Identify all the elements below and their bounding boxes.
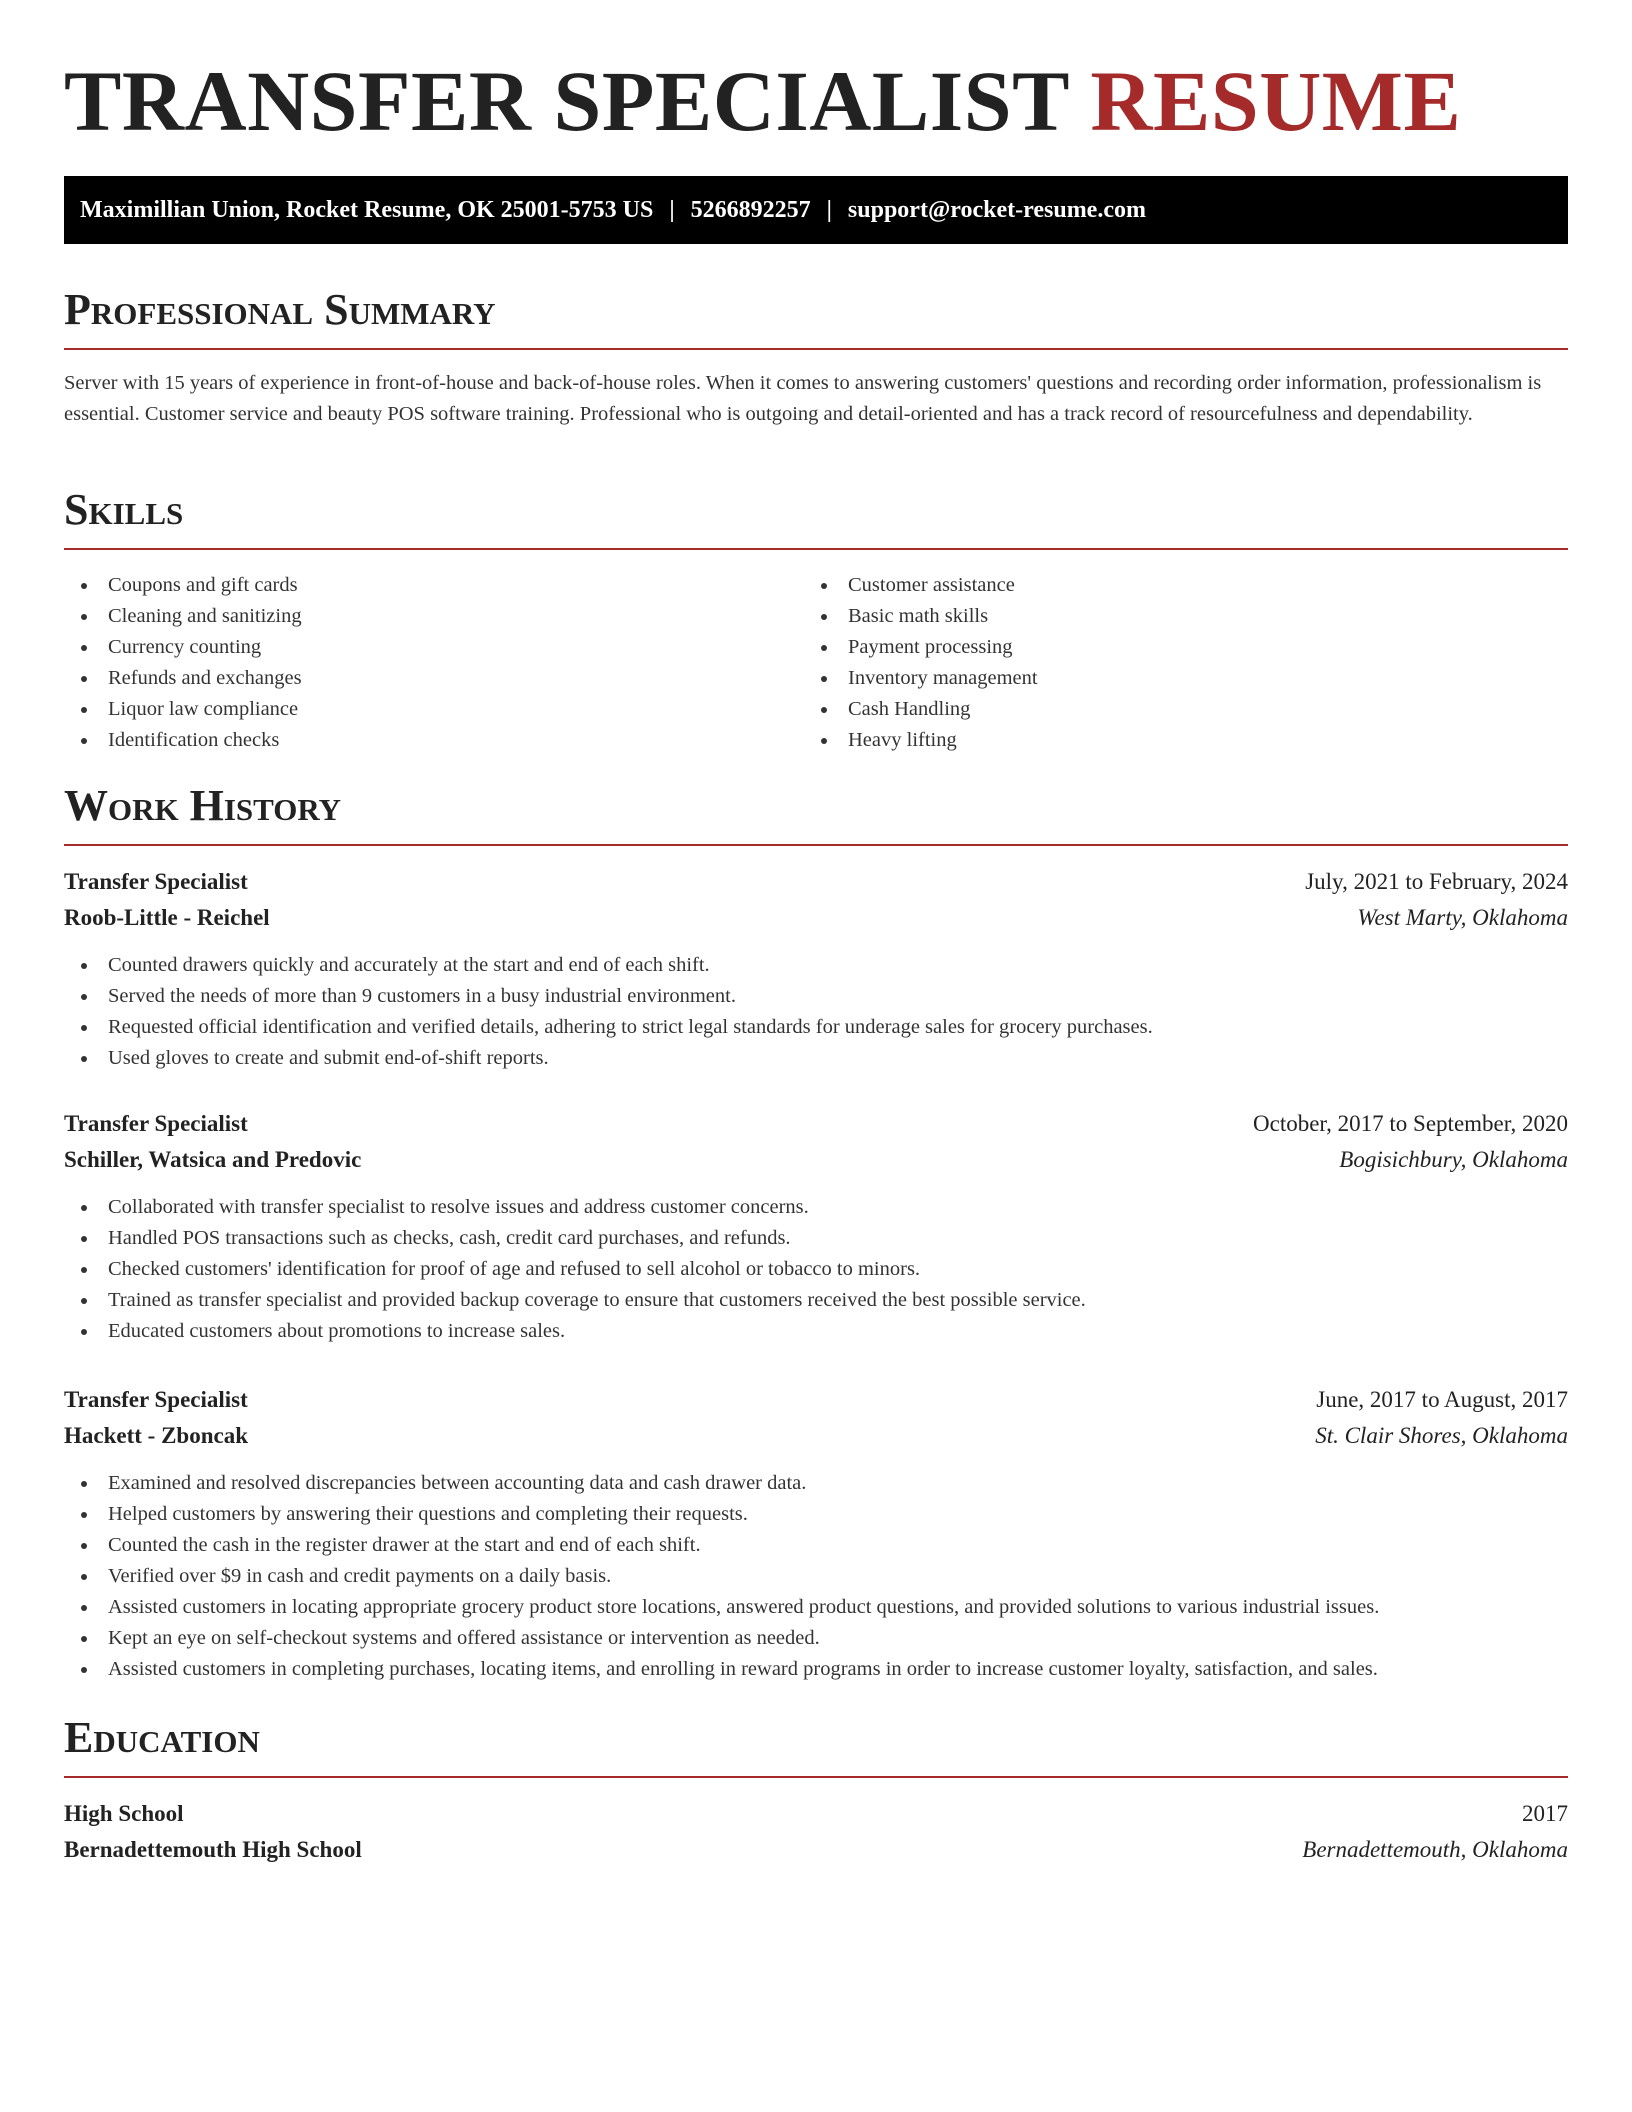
summary-heading: Professional Summary [64,286,1568,350]
title-accent: RESUME [1090,53,1462,149]
job-company: Hackett - Zboncak [64,1423,248,1448]
skill-item: Inventory management [804,663,1544,694]
contact-address: Maximillian Union, Rocket Resume, OK 25001-5753 US [80,196,654,223]
skill-item: Cash Handling [804,694,1544,725]
duty-item: Handled POS transactions such as checks, cash, credit card purchases, and refunds. [64,1223,1568,1254]
job-duties [64,950,1568,1074]
duty-item: Assisted customers in completing purchases, locating items, and enrolling in reward programs in order to increase customer loyalty, satisfaction, and sales. [64,1654,1568,1685]
skills-list [64,570,1568,756]
contact-email: support@rocket-resume.com [847,196,1146,223]
job-title: Transfer Specialist [64,1387,248,1412]
job-duties [64,1192,1568,1347]
work-history-heading: Work History [64,782,1568,846]
contact-separator: | [826,196,832,223]
job-entry [64,1382,1568,1685]
duty-item: Trained as transfer specialist and provided backup coverage to ensure that customers received the best possible service. [64,1285,1568,1316]
job-title: Transfer Specialist [64,1111,248,1136]
duty-item: Counted drawers quickly and accurately at the start and end of each shift. [64,950,1568,981]
duty-item: Examined and resolved discrepancies between accounting data and cash drawer data. [64,1468,1568,1499]
skill-item: Payment processing [804,632,1544,663]
skill-item: Basic math skills [804,601,1544,632]
education-heading: Education [64,1714,1568,1778]
contact-separator: | [669,196,675,223]
duty-item: Verified over $9 in cash and credit payments on a daily basis. [64,1561,1568,1592]
skill-item: Heavy lifting [804,725,1544,756]
education-year: 2017 [1522,1801,1568,1826]
summary-text: Server with 15 years of experience in front-of-house and back-of-house roles. When it comes to answering customers' questions and recording order information, professionalism is essential. Customer service and beauty POS software training. Professional who is outgoing and detail-oriented and has a track record of resourcefulness and dependability. [64,372,1542,425]
duty-item: Assisted customers in locating appropriate grocery product store locations, answered product questions, and provided solutions to various industrial issues. [64,1592,1568,1623]
skills-column-left [64,570,804,756]
duty-item: Counted the cash in the register drawer at the start and end of each shift. [64,1530,1568,1561]
job-location: Bogisichbury, Oklahoma [1339,1147,1568,1172]
skill-item: Liquor law compliance [64,694,804,725]
contact-phone: 5266892257 [690,196,811,223]
job-dates: June, 2017 to August, 2017 [1316,1387,1568,1412]
contact-bar [64,176,1568,244]
skill-item: Refunds and exchanges [64,663,804,694]
duty-item: Collaborated with transfer specialist to resolve issues and address customer concerns. [64,1192,1568,1223]
education-location: Bernadettemouth, Oklahoma [1302,1837,1568,1862]
education-entry [64,1796,1568,1868]
job-location: St. Clair Shores, Oklahoma [1315,1423,1568,1448]
job-entry [64,864,1568,1074]
resume-title [64,50,1461,153]
skill-item: Cleaning and sanitizing [64,601,804,632]
skill-item: Coupons and gift cards [64,570,804,601]
skills-heading: Skills [64,486,1568,550]
duty-item: Educated customers about promotions to increase sales. [64,1316,1568,1347]
title-main: TRANSFER SPECIALIST [64,53,1069,149]
duty-item: Served the needs of more than 9 customers in a busy industrial environment. [64,981,1568,1012]
job-company: Schiller, Watsica and Predovic [64,1147,362,1172]
education-degree: High School [64,1801,184,1826]
duty-item: Checked customers' identification for proof of age and refused to sell alcohol or tobacco to minors. [64,1254,1568,1285]
skill-item: Customer assistance [804,570,1544,601]
duty-item: Helped customers by answering their questions and completing their requests. [64,1499,1568,1530]
job-title: Transfer Specialist [64,869,248,894]
duty-item: Requested official identification and verified details, adhering to strict legal standards for underage sales for grocery purchases. [64,1012,1568,1043]
job-entry [64,1106,1568,1347]
job-location: West Marty, Oklahoma [1357,905,1568,930]
job-dates: October, 2017 to September, 2020 [1253,1111,1568,1136]
skill-item: Currency counting [64,632,804,663]
education-school: Bernadettemouth High School [64,1837,362,1862]
job-dates: July, 2021 to February, 2024 [1305,869,1568,894]
job-duties [64,1468,1568,1685]
duty-item: Used gloves to create and submit end-of-shift reports. [64,1043,1568,1074]
skill-item: Identification checks [64,725,804,756]
skills-column-right [804,570,1544,756]
duty-item: Kept an eye on self-checkout systems and offered assistance or intervention as needed. [64,1623,1568,1654]
job-company: Roob-Little - Reichel [64,905,270,930]
